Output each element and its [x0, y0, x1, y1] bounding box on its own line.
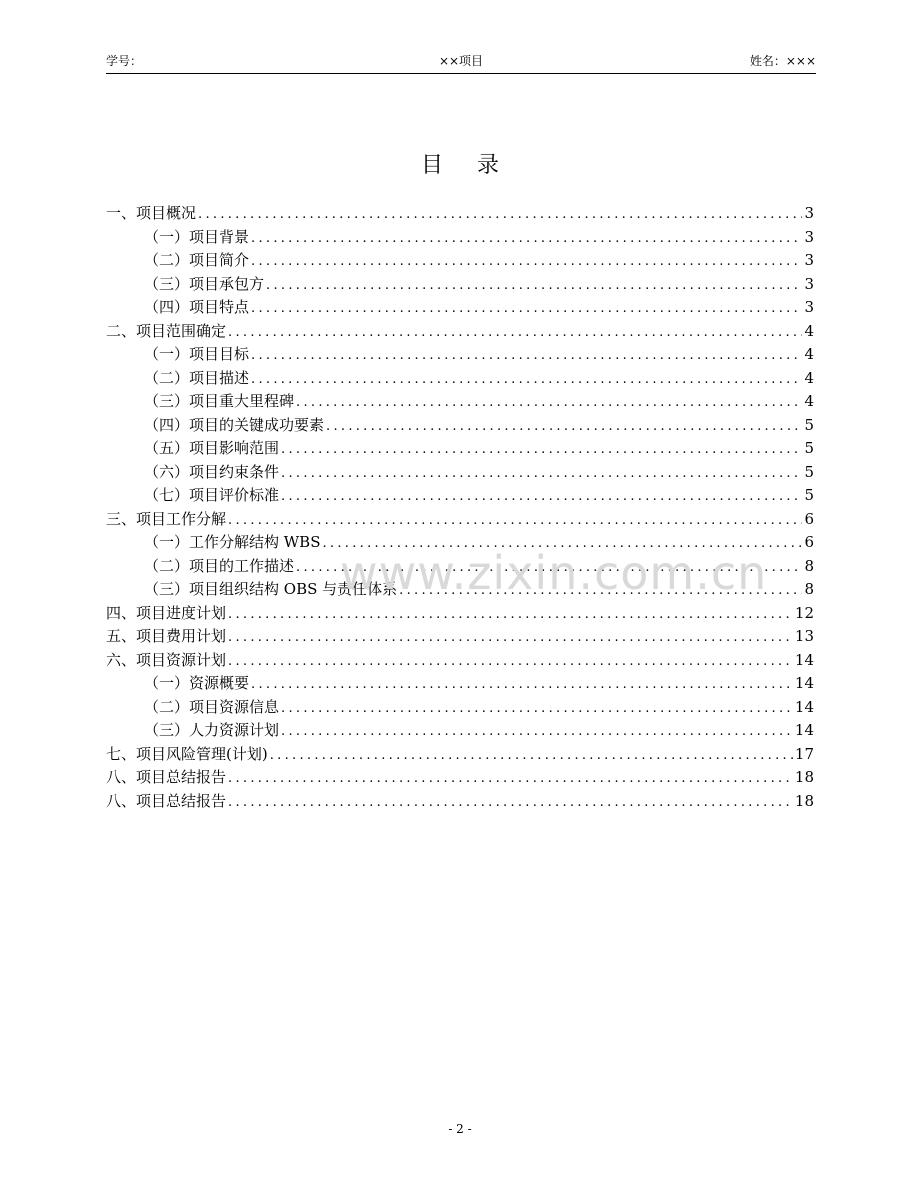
- toc-entry-label: （五）项目影响范围: [144, 439, 280, 457]
- toc-entry-label: （三）项目承包方: [144, 274, 265, 293]
- toc-dot-leader: [251, 673, 793, 697]
- toc-entry[interactable]: [106, 390, 814, 414]
- watermark: www.zixin.com.cn: [340, 546, 768, 600]
- toc-dot-leader: [228, 650, 793, 674]
- toc-entry-page: 8: [804, 580, 814, 598]
- toc-entry[interactable]: [106, 555, 814, 579]
- toc-entry-page: 3: [804, 274, 814, 293]
- toc-entry-page: 3: [804, 251, 814, 269]
- page-header: [106, 53, 816, 74]
- toc-entry-page: 3: [804, 227, 814, 246]
- toc-dot-leader: [281, 438, 802, 462]
- toc-entry[interactable]: [106, 719, 814, 743]
- toc-dot-leader: [296, 556, 802, 580]
- toc-dot-leader: [251, 297, 802, 321]
- toc-dot-leader: [323, 532, 803, 556]
- toc-entry-label: （六）项目约束条件: [144, 462, 280, 481]
- toc-dot-leader: [228, 321, 802, 345]
- toc-entry-page: 12: [794, 603, 814, 622]
- toc-entry[interactable]: [106, 790, 814, 814]
- toc-entry-page: 4: [804, 345, 814, 363]
- toc-entry[interactable]: [106, 672, 814, 696]
- toc-entry-page: 6: [804, 509, 814, 528]
- toc-entry[interactable]: [106, 367, 814, 391]
- toc-dot-leader: [228, 626, 793, 650]
- toc-dot-leader: [326, 415, 802, 439]
- toc-entry[interactable]: [106, 437, 814, 461]
- toc-entry-label: （四）项目的关键成功要素: [144, 415, 325, 434]
- toc-dot-leader: [281, 720, 793, 744]
- toc-entry-page: 3: [804, 298, 814, 316]
- toc-title: 目录: [420, 153, 533, 178]
- toc-entry-label: 三、项目工作分解: [106, 509, 227, 528]
- toc-dot-leader: [228, 603, 793, 627]
- toc-entry-page: 3: [804, 204, 814, 222]
- toc-entry[interactable]: [106, 226, 814, 250]
- toc-dot-leader: [198, 203, 802, 227]
- toc-entry-page: 14: [794, 721, 814, 739]
- toc-dot-leader: [228, 509, 802, 533]
- toc-entry-label: （一）项目背景: [144, 227, 250, 246]
- toc-entry[interactable]: [106, 296, 814, 320]
- toc-dot-leader: [228, 767, 793, 791]
- toc-entry-label: 二、项目范围确定: [106, 321, 227, 340]
- toc-entry[interactable]: [106, 531, 814, 555]
- toc-entry-page: 14: [794, 650, 814, 669]
- toc-entry-label: （二）项目的工作描述: [144, 556, 295, 575]
- header-student-id: 学号：: [106, 54, 143, 68]
- toc-entry-label: （二）项目简介: [144, 251, 250, 269]
- toc-entry[interactable]: [106, 766, 814, 790]
- toc-entry-page: 5: [804, 486, 814, 504]
- toc-entry-label: 八、项目总结报告: [106, 791, 227, 810]
- toc-entry[interactable]: [106, 414, 814, 438]
- toc-entry[interactable]: [106, 484, 814, 508]
- toc-entry[interactable]: [106, 625, 814, 649]
- toc-entry-label: （三）人力资源计划: [144, 721, 280, 739]
- toc-entry-label: （三）项目重大里程碑: [144, 392, 295, 410]
- toc-entry-page: 4: [804, 392, 814, 410]
- toc-dot-leader: [281, 462, 802, 486]
- toc-entry-label: （二）项目描述: [144, 368, 250, 387]
- toc-entry-label: （七）项目评价标准: [144, 486, 280, 504]
- toc-entry[interactable]: [106, 202, 814, 226]
- toc-dot-leader: [228, 791, 793, 815]
- toc-entry-label: 四、项目进度计划: [106, 603, 227, 622]
- toc-entry-page: 5: [804, 415, 814, 434]
- toc-entry[interactable]: [106, 249, 814, 273]
- header-name: 姓名：×××: [749, 54, 816, 68]
- toc-dot-leader: [399, 579, 802, 603]
- toc-entry-label: （二）项目资源信息: [144, 697, 280, 716]
- toc-entry[interactable]: [106, 578, 814, 602]
- toc-entry-label: 六、项目资源计划: [106, 650, 227, 669]
- toc-dot-leader: [281, 697, 793, 721]
- toc-entry[interactable]: [106, 343, 814, 367]
- toc-entry[interactable]: [106, 461, 814, 485]
- toc-entry-label: 八、项目总结报告: [106, 768, 227, 786]
- toc-entry-page: 17: [794, 744, 814, 763]
- header-project-title: ××项目: [438, 54, 484, 68]
- toc-entry-page: 13: [794, 627, 814, 645]
- toc-entry-page: 8: [804, 556, 814, 575]
- toc-entry-label: 五、项目费用计划: [106, 627, 227, 645]
- page-number: - 2 -: [448, 1122, 472, 1136]
- toc-entry-label: （三）项目组织结构 OBS 与责任体系: [144, 580, 398, 598]
- toc-entry[interactable]: [106, 273, 814, 297]
- toc-entry-label: （四）项目特点: [144, 298, 250, 316]
- toc-entry-label: （一）项目目标: [144, 345, 250, 363]
- toc-entry-label: 七、项目风险管理(计划): [106, 744, 268, 763]
- toc-entry[interactable]: [106, 649, 814, 673]
- toc-entry-page: 5: [804, 439, 814, 457]
- toc-entry[interactable]: [106, 696, 814, 720]
- toc-entry-page: 14: [794, 697, 814, 716]
- toc-dot-leader: [251, 368, 802, 392]
- toc-entry-page: 18: [794, 768, 814, 786]
- toc-entry[interactable]: [106, 602, 814, 626]
- toc-entry[interactable]: [106, 743, 814, 767]
- toc-dot-leader: [251, 250, 802, 274]
- toc-dot-leader: [251, 344, 802, 368]
- toc-dot-leader: [266, 274, 802, 298]
- toc-entry-page: 18: [794, 791, 814, 810]
- toc-entry[interactable]: [106, 320, 814, 344]
- toc-entry-page: 4: [804, 368, 814, 387]
- toc-entry-page: 14: [794, 674, 814, 692]
- toc-dot-leader: [296, 391, 802, 415]
- toc-dot-leader: [281, 485, 802, 509]
- toc-entry[interactable]: [106, 508, 814, 532]
- toc-entry-page: 6: [804, 533, 814, 551]
- toc-entry-page: 5: [804, 462, 814, 481]
- table-of-contents: [106, 202, 814, 813]
- toc-dot-leader: [270, 744, 793, 768]
- toc-entry-label: （一）工作分解结构 WBS: [144, 533, 321, 551]
- toc-entry-label: （一）资源概要: [144, 674, 250, 692]
- toc-entry-label: 一、项目概况: [106, 204, 197, 222]
- toc-dot-leader: [251, 227, 802, 251]
- toc-entry-page: 4: [804, 321, 814, 340]
